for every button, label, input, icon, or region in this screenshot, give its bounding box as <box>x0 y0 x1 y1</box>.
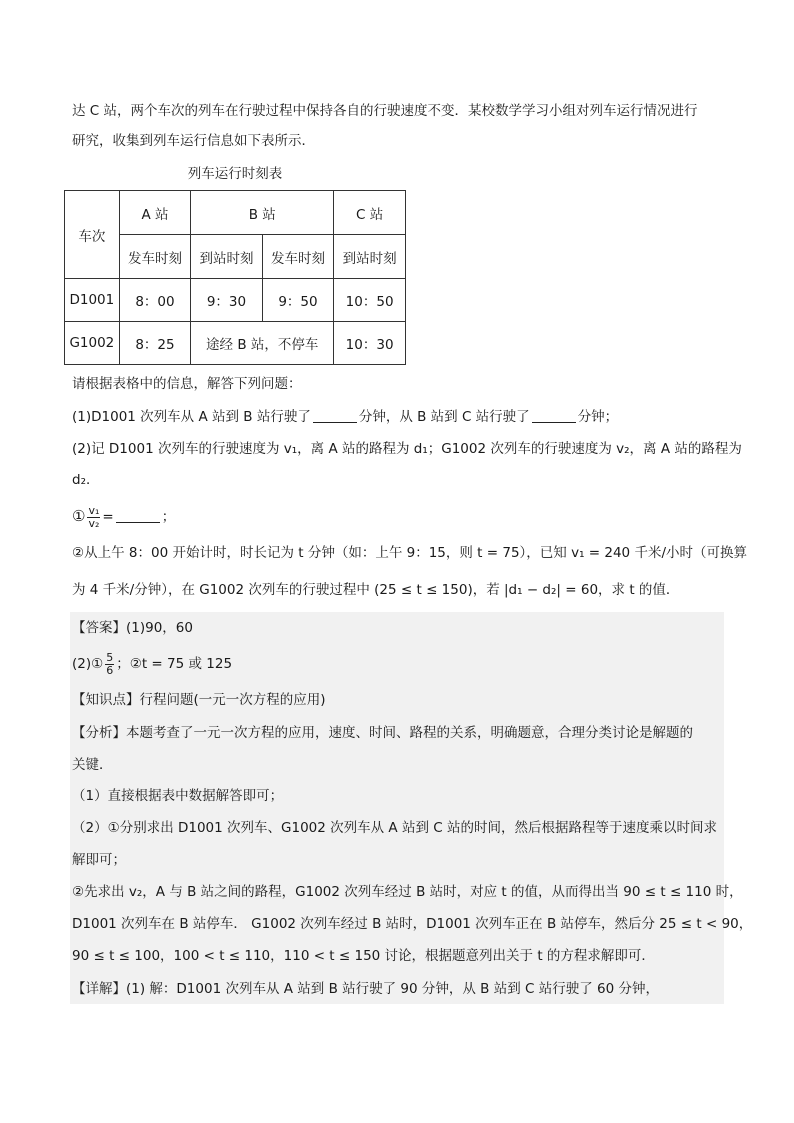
answer-2-suffix: ；②t = 75 或 125 <box>116 656 233 672</box>
answer-numerator: 5 <box>106 650 114 664</box>
schedule-table <box>64 190 406 365</box>
q21-numerator: v₁ <box>88 503 100 517</box>
knowledge-point: 【知识点】行程问题(一元一次方程的应用) <box>72 692 326 708</box>
row1-b-arrive: 9：30 <box>191 279 263 322</box>
detail-line: 【详解】(1) 解：D1001 次列车从 A 站到 B 站行驶了 90 分钟，从 B 站到 C 站行驶了 60 分钟， <box>72 981 659 997</box>
question-2-1 <box>72 502 175 531</box>
q1-part-a: (1)D1001 次列车从 A 站到 B 站行驶了 <box>72 409 311 425</box>
subheader-c-arrive: 到站时刻 <box>334 235 406 279</box>
row1-a-depart: 8：00 <box>119 279 191 322</box>
row2-a-depart: 8：25 <box>119 322 191 365</box>
header-train: 车次 <box>65 191 120 279</box>
analysis-step-2-line-1: （2）①分别求出 D1001 次列车、G1002 次列车从 A 站到 C 站的时间，然后根据路程等于速度乘以时间求 <box>72 820 717 836</box>
q21-equals: = <box>102 509 114 525</box>
analysis-step-3-line-2: D1001 次列车在 B 站停车． G1002 次列车经过 B 站时，D1001 次列车正在 B 站停车，然后分 25 ≤ t < 90， <box>72 916 753 932</box>
question-lead: 请根据表格中的信息，解答下列问题： <box>72 376 302 392</box>
question-2-2-line-1: ②从上午 8：00 开始计时，时长记为 t 分钟（如：上午 9：15，则 t = 75），已知 v₁ = 240 千米/小时（可换算 <box>72 545 747 561</box>
header-station-b: B 站 <box>191 191 334 235</box>
analysis-line-2: 关键． <box>72 757 113 773</box>
header-station-c: C 站 <box>334 191 406 235</box>
row2-b-pass: 途经 B 站，不停车 <box>191 322 334 365</box>
row2-train: G1002 <box>65 322 120 365</box>
subheader-b-arrive: 到站时刻 <box>191 235 263 279</box>
answer-fraction <box>105 652 114 677</box>
answer-2-prefix: (2)① <box>72 656 104 672</box>
q21-denominator: v₂ <box>88 516 100 530</box>
table-caption: 列车运行时刻表 <box>187 166 283 182</box>
q1-blank-2 <box>532 408 576 423</box>
intro-line-1: 达 C 站，两个车次的列车在行驶过程中保持各自的行驶速度不变．某校数学学习小组对列车运行情况进行 <box>72 103 698 119</box>
table-header-row <box>65 191 406 235</box>
table-row <box>65 322 406 365</box>
table-row <box>65 279 406 322</box>
q21-fraction <box>87 505 100 530</box>
row2-c-arrive: 10：30 <box>334 322 406 365</box>
row1-c-arrive: 10：50 <box>334 279 406 322</box>
q1-part-b: 分钟，从 B 站到 C 站行驶了 <box>358 409 530 425</box>
analysis-step-1: （1）直接根据表中数据解答即可； <box>72 788 284 804</box>
intro-line-2: 研究，收集到列车运行信息如下表所示． <box>72 133 315 149</box>
answer-line-2 <box>72 650 232 678</box>
q1-part-c: 分钟； <box>577 409 619 425</box>
analysis-step-2-line-2: 解即可； <box>72 852 126 868</box>
analysis-step-3-line-1: ②先求出 v₂，A 与 B 站之间的路程，G1002 次列车经过 B 站时，对应 t 的值，从而得出当 90 ≤ t ≤ 110 时， <box>72 884 743 900</box>
q21-blank <box>116 508 160 523</box>
analysis-step-3-line-3: 90 ≤ t ≤ 100，100 < t ≤ 110，110 < t ≤ 150 讨论，根据题意列出关于 t 的方程求解即可． <box>72 948 655 964</box>
question-2-line-1: (2)记 D1001 次列车的行驶速度为 v₁，离 A 站的路程为 d₁；G1002 次列车的行驶速度为 v₂，离 A 站的路程为 <box>72 441 742 457</box>
subheader-b-depart: 发车时刻 <box>262 235 334 279</box>
answer-line-1: 【答案】(1)90，60 <box>72 620 193 636</box>
subheader-a-depart: 发车时刻 <box>119 235 191 279</box>
header-station-a: A 站 <box>119 191 191 235</box>
q21-end: ； <box>161 509 176 525</box>
answer-denominator: 6 <box>106 663 114 677</box>
row1-b-depart: 9：50 <box>262 279 334 322</box>
question-1 <box>72 407 618 427</box>
q1-blank-1 <box>313 408 357 423</box>
question-2-2-line-2: 为 4 千米/分钟），在 G1002 次列车的行驶过程中 (25 ≤ t ≤ 150)，若 |d₁ − d₂| = 60，求 t 的值． <box>72 582 680 598</box>
question-2-line-2: d₂． <box>72 472 100 488</box>
row1-train: D1001 <box>65 279 120 322</box>
analysis-line-1: 【分析】本题考查了一元一次方程的应用，速度、时间、路程的关系，明确题意，合理分类讨论是解题的 <box>72 725 693 741</box>
q21-marker: ① <box>72 507 86 525</box>
